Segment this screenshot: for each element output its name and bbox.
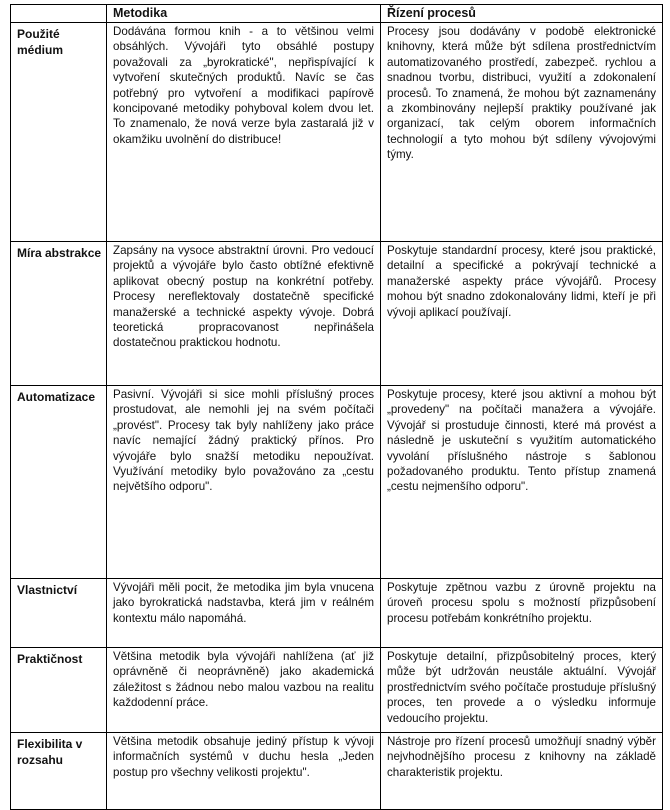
table-row [11,242,663,386]
row-label: Flexibilita v rozsahu [11,733,107,810]
header-metodika: Metodika [107,5,381,23]
header-rizeni-procesu: Řízení procesů [381,5,663,23]
metodika-cell: Většina metodik obsahuje jediný přístup k vývoji informačních systémů v duchu hesla „Jeden postup pro všechny velikosti projektu". [107,733,381,810]
rizeni-cell: Procesy jsou dodávány v podobě elektronické knihovny, která může být sdílena prostřednictvím automatizovaného prostředí, zabezpeč. rychlou a snadnou tvorbu, distribuci, využití a zdokonalení procesů. To znamená, že mohou být zaznamenány a zkombinovány nejlepší praktiky používané jak organizací, tak celým oborem informačních technologií a tyto mohou být sdíleny vývojovými týmy. [381,23,663,242]
rizeni-cell: Poskytuje procesy, které jsou aktivní a mohou být „provedeny" na počítači manažera a vývojáře. Vývojář si prostuduje činnosti, které má provést a následně je uskuteční s využitím automatického vyvolání příslušného nástroje s šablonou požadovaného produktu. Tento přístup znamená „cestu nejmenšího odporu". [381,386,663,579]
table-row [11,386,663,579]
metodika-cell: Většina metodik byla vývojáři nahlížena (ať již oprávněně či neoprávněně) jako akademická záležitost s žádnou nebo malou vazbou na realitu každodenní práce. [107,648,381,733]
table-row [11,579,663,648]
metodika-cell: Vývojáři měli pocit, že metodika jim byla vnucena jako byrokratická nadstavba, která jim v reálném kontextu málo napomáhá. [107,579,381,648]
row-label: Automatizace [11,386,107,579]
header-row [11,5,663,23]
metodika-cell: Zapsány na vysoce abstraktní úrovni. Pro vedoucí projektů a vývojáře bylo často obtížné efektivně aplikovat obecný postup na konkrétní potřeby. Procesy nereflektovaly dostatečně specifické manažerské a technické aspekty vývoje. Dobrá teoretická propracovanost nepřinášela dostatečnou praktickou hodnotu. [107,242,381,386]
rizeni-cell: Nástroje pro řízení procesů umožňují snadný výběr nejvhodnějšího procesu z knihovny na základě charakteristik projektu. [381,733,663,810]
row-label: Vlastnictví [11,579,107,648]
rizeni-cell: Poskytuje standardní procesy, které jsou praktické, detailní a specifické a pokrývají technické a manažerské aspekty práce vývojářů. Procesy mohou být snadno zdokonalovány lidmi, kteří je při vývoji aplikací používají. [381,242,663,386]
table-row [11,23,663,242]
row-label: Praktičnost [11,648,107,733]
rizeni-cell: Poskytuje detailní, přizpůsobitelný proces, který může být udržován neustále aktuální. Vývojář prostřednictvím svého počítače prostuduje příslušný proces, ten provede a o výsledku informuje vedoucího projektu. [381,648,663,733]
row-label: Použité médium [11,23,107,242]
table-row [11,733,663,810]
table-row [11,648,663,733]
header-blank [11,5,107,23]
comparison-table [10,4,663,810]
metodika-cell: Dodávána formou knih - a to většinou velmi obsáhlých. Vývojáři tyto obsáhlé postupy považovali za „byrokratické", nepřispívající k vytvoření skutečných produktů. Navíc se čas potřebný pro vytvoření a modifikaci papírově koncipované metodiky pohyboval kolem dvou let. To znamenalo, že nová verze byla zastaralá již v okamžiku uvolnění do distribuce! [107,23,381,242]
metodika-cell: Pasivní. Vývojáři si sice mohli příslušný proces prostudovat, ale nemohli jej na svém počítači „provést". Procesy tak byly nahlíženy jako práce navíc nemající žádný praktický přínos. Pro vývojáře bylo snažší metodiku nepoužívat. Využívání metodiky bylo považováno za „cestu největšího odporu". [107,386,381,579]
rizeni-cell: Poskytuje zpětnou vazbu z úrovně projektu na úroveň procesu spolu s možností přizpůsobení procesu potřebám konkrétního projektu. [381,579,663,648]
row-label: Míra abstrakce [11,242,107,386]
